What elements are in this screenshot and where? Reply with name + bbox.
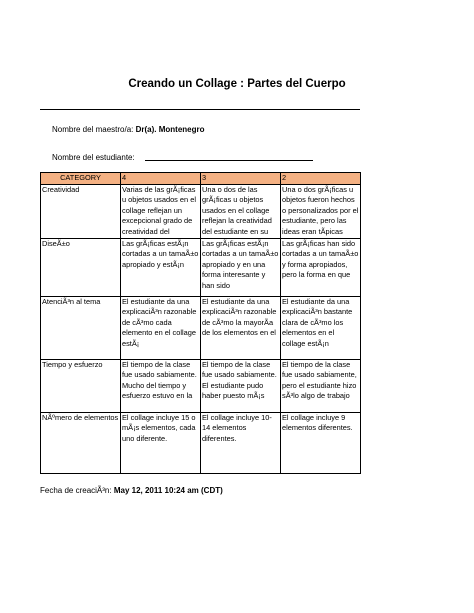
cell-text: El estudiante da una explicaciÃ³n bastante clara de cÃ³mo los elementos en el collage estÃ¡n [282,296,353,348]
cell-text: Varias de las grÃ¡ficas u objetos usados en el collage reflejan un excepcional grado de creatividad del [122,184,196,236]
table-cell [281,412,361,473]
row-category [41,238,121,296]
cell-text: Una o dos de las grÃ¡ficas u objetos usados en el collage reflejan la creatividad del estudiante en su [202,184,272,236]
table-cell [121,412,201,473]
table-row [41,296,361,359]
cell-text: El collage incluye 15 o mÃ¡s elementos, cada uno diferente. [122,412,196,443]
table-cell [281,184,361,238]
header-row [41,173,361,185]
table-cell [121,238,201,296]
header-score-3: 3 [201,173,281,185]
teacher-name: Dr(a). Montenegro [135,125,205,134]
cell-text: El collage incluye 10-14 elementos diferentes. [202,412,272,443]
student-label: Nombre del estudiante: [52,153,135,162]
table-cell [201,184,281,238]
page-title: Creando un Collage : Partes del Cuerpo [128,78,346,90]
category-text: Tiempo y esfuerzo [42,359,103,369]
table-cell [201,359,281,412]
table-row [41,238,361,296]
cell-text: Las grÃ¡ficas estÃ¡n cortadas a un tamaÃ±o apropiado y en una forma interesante y han sido [202,238,279,290]
table-cell [201,412,281,473]
cell-text: El collage incluye 9 elementos diferentes. [282,412,353,432]
creation-date-line [40,486,223,495]
row-category [41,296,121,359]
category-text: NÃºmero de elementos [42,412,119,422]
category-text: AtenciÃ³n al tema [42,296,101,306]
cell-text: El estudiante da una explicaciÃ³n razonable de cÃ³mo cada elemento en el collage estÃ¡ [122,296,197,348]
category-text: DiseÃ±o [42,238,70,248]
row-category [41,359,121,412]
cell-text: El estudiante da una explicaciÃ³n razonable de cÃ³mo la mayorÃa de los elementos en el [202,296,277,337]
creation-date-value: May 12, 2011 10:24 am (CDT) [113,486,223,495]
header-score-4: 4 [121,173,201,185]
student-name-blank[interactable] [145,160,313,161]
cell-text: El tiempo de la clase fue usado sabiamente. El estudiante pudo haber puesto mÃ¡s [202,359,277,400]
teacher-label: Nombre del maestro/a: [52,125,134,134]
table-cell [281,359,361,412]
header-score-2: 2 [281,173,361,185]
header-category: CATEGORY [41,173,121,185]
creation-date-label: Fecha de creaciÃ³n: [40,486,112,495]
table-cell [281,238,361,296]
row-category [41,184,121,238]
table-cell [201,238,281,296]
cell-text: Una o dos grÃ¡ficas u objetos fueron hechos o personalizados por el estudiante, pero las ideas eran tÃpicas [282,184,359,236]
table-cell [121,359,201,412]
table-row [41,359,361,412]
cell-text: El tiempo de la clase fue usado sabiamente, pero el estudiante hizo sÃ³lo algo de trabajo [282,359,357,400]
table-row [41,184,361,238]
cell-text: Las grÃ¡ficas han sido cortadas a un tamaÃ±o y forma apropiados, pero la forma en que [282,238,359,279]
table-row [41,412,361,473]
table-cell [121,296,201,359]
table-cell [121,184,201,238]
cell-text: El tiempo de la clase fue usado sabiamente. Mucho del tiempo y esfuerzo estuvo en la [122,359,197,400]
cell-text: Las grÃ¡ficas estÃ¡n cortadas a un tamaÃ±o apropiado y estÃ¡n [122,238,199,269]
title-underline [40,109,360,110]
row-category [41,412,121,473]
student-line [52,153,135,162]
table-cell [281,296,361,359]
table-cell [201,296,281,359]
rubric-table [40,172,361,474]
teacher-line [52,125,205,134]
category-text: Creatividad [42,184,80,194]
